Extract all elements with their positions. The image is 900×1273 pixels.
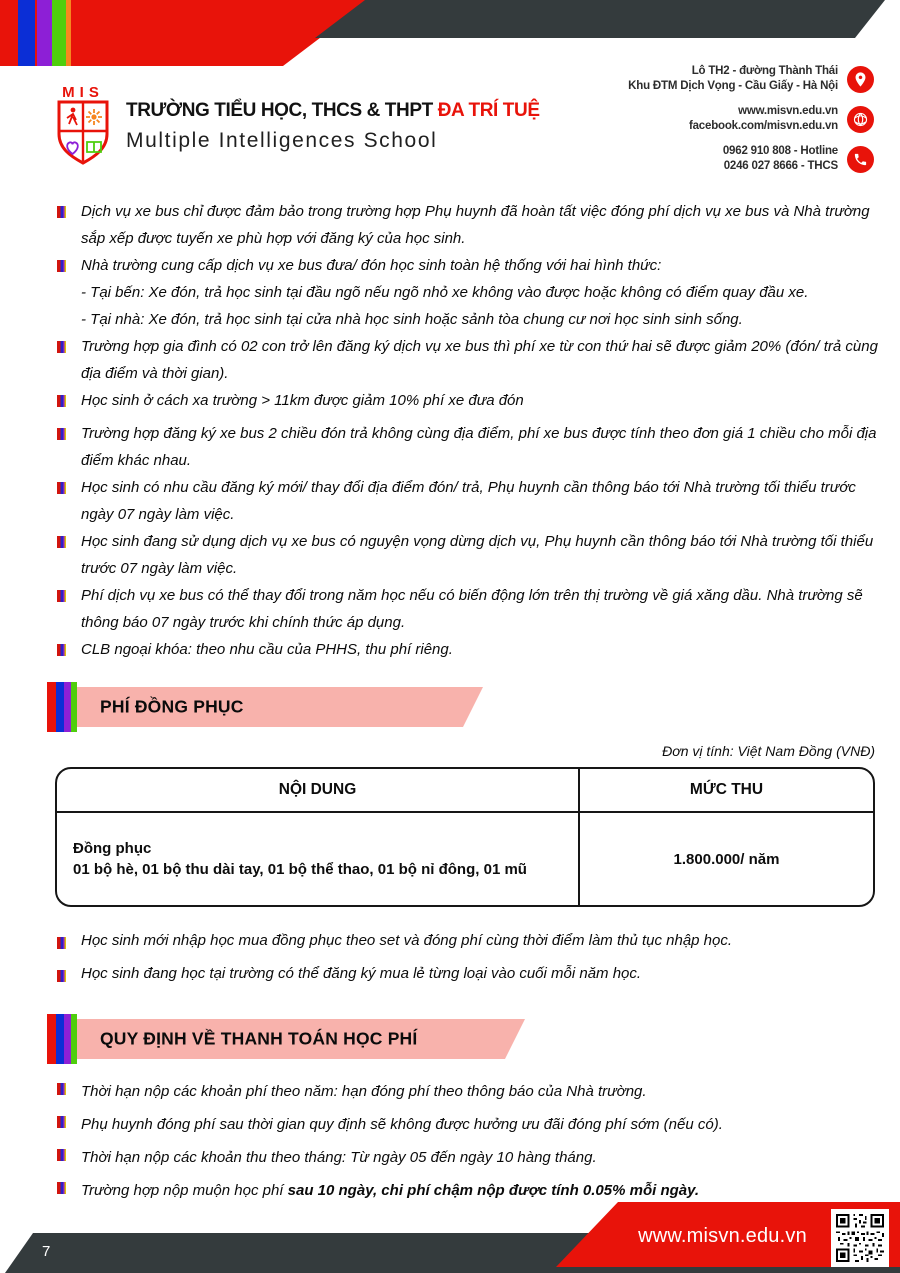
column-header-content: NỘI DUNG bbox=[278, 781, 357, 798]
phone-line-2: 0246 027 8666 - THCS bbox=[723, 160, 838, 172]
website-link[interactable]: www.misvn.edu.vn bbox=[738, 105, 838, 117]
bullet-icon bbox=[57, 341, 66, 353]
school-logo-shield bbox=[52, 84, 114, 168]
list-item bbox=[55, 1141, 885, 1174]
stripes-decoration bbox=[47, 1014, 77, 1064]
note-text: - Tại bến: Xe đón, trả học sinh tại đầu ngõ nếu ngõ nhỏ xe không vào được hoặc không có điểm quay đầu xe. bbox=[81, 284, 809, 301]
bullet-icon bbox=[57, 482, 66, 494]
item-detail: 01 bộ hè, 01 bộ thu dài tay, 01 bộ thể thao, 01 bộ nỉ đông, 01 mũ bbox=[73, 861, 527, 878]
list-item bbox=[55, 333, 885, 387]
note-text: Trường hợp đăng ký xe bus 2 chiều đón trả không cùng địa điểm, phí xe bus được tính theo đơn giá 1 chiều cho mỗi địa điểm khác nhau. bbox=[81, 425, 877, 469]
note-text: Thời hạn nộp các khoản thu theo tháng: Từ ngày 05 đến ngày 10 hàng tháng. bbox=[81, 1149, 597, 1166]
contact-block bbox=[628, 64, 874, 174]
contact-phone bbox=[723, 144, 874, 174]
school-name-english: Multiple Intelligences School bbox=[126, 128, 438, 152]
school-name-black: TRƯỜNG TIỂU HỌC, THCS & THPT bbox=[126, 99, 438, 121]
list-item bbox=[55, 420, 885, 474]
bullet-icon bbox=[57, 644, 66, 656]
column-header-fee: MỨC THU bbox=[578, 769, 873, 811]
list-item bbox=[55, 636, 885, 663]
list-item bbox=[55, 1108, 885, 1141]
qr-code-pattern bbox=[836, 1214, 884, 1262]
phone-text bbox=[723, 144, 838, 174]
section-header-payment-rules bbox=[53, 1019, 525, 1059]
note-text: Học sinh mới nhập học mua đồng phục theo set và đóng phí cùng thời điểm làm thủ tục nhập học. bbox=[81, 932, 733, 949]
list-item bbox=[55, 929, 885, 952]
fee-value: 1.800.000/ năm bbox=[673, 850, 780, 868]
bus-service-notes bbox=[55, 198, 885, 663]
address-line-2: Khu ĐTM Dịch Vọng - Cầu Giấy - Hà Nội bbox=[628, 80, 838, 92]
bullet-icon bbox=[57, 1182, 66, 1194]
note-text: - Tại nhà: Xe đón, trả học sinh tại cửa nhà học sinh hoặc sảnh tòa chung cư nơi học sinh sinh sống. bbox=[81, 311, 743, 328]
stripe-decoration-blue bbox=[18, 0, 35, 66]
note-text: Phí dịch vụ xe bus có thể thay đổi trong năm học nếu có biến động lớn trên thị trường về giá xăng dầu. Nhà trường sẽ thông báo 07 ngày trước khi chính thức áp dụng. bbox=[81, 587, 863, 631]
header-charcoal-banner bbox=[315, 0, 890, 38]
list-item bbox=[55, 582, 885, 636]
table-cell-fee bbox=[578, 813, 873, 905]
logo-acronym: MIS bbox=[62, 84, 104, 101]
section-header-uniform-fees bbox=[53, 687, 483, 727]
school-name-red: ĐA TRÍ TUỆ bbox=[437, 99, 540, 121]
school-name-vietnamese bbox=[126, 100, 540, 122]
list-sub-item bbox=[55, 306, 885, 333]
page-content bbox=[55, 198, 885, 1207]
note-text: Học sinh ở cách xa trường > 11km được giảm 10% phí xe đưa đón bbox=[81, 392, 524, 409]
section-title: PHÍ ĐỒNG PHỤC bbox=[100, 696, 244, 717]
table-cell-item bbox=[57, 813, 578, 905]
currency-unit-note: Đơn vị tính: Việt Nam Đồng (VNĐ) bbox=[662, 743, 875, 759]
note-text: Học sinh đang sử dụng dịch vụ xe bus có nguyện vọng dừng dịch vụ, Phụ huynh cần thông báo tới Nhà trường tối thiểu trước 07 ngày làm việc. bbox=[81, 533, 874, 577]
bullet-icon bbox=[57, 937, 66, 949]
table-row bbox=[57, 813, 873, 905]
list-item bbox=[55, 474, 885, 528]
school-brand bbox=[52, 84, 540, 168]
facebook-link[interactable]: facebook.com/misvn.edu.vn bbox=[688, 120, 838, 132]
contact-address bbox=[628, 64, 874, 94]
section-title: QUY ĐỊNH VỀ THANH TOÁN HỌC PHÍ bbox=[100, 1028, 418, 1049]
bullet-icon bbox=[57, 1149, 66, 1161]
bullet-icon bbox=[57, 206, 66, 218]
list-item bbox=[55, 962, 885, 985]
address-text bbox=[628, 64, 838, 94]
item-title: Đồng phục bbox=[73, 840, 152, 857]
school-name-block bbox=[126, 100, 540, 153]
stripe-decoration-green bbox=[52, 0, 66, 66]
bullet-icon bbox=[57, 536, 66, 548]
uniform-notes bbox=[55, 929, 885, 985]
bullet-icon bbox=[57, 395, 66, 407]
qr-code[interactable] bbox=[831, 1209, 889, 1267]
bullet-icon bbox=[57, 428, 66, 440]
note-text-normal: Trường hợp nộp muộn học phí bbox=[81, 1182, 288, 1199]
note-text: Học sinh đang học tại trường có thể đăng ký mua lẻ từng loại vào cuối mỗi năm học. bbox=[81, 965, 642, 982]
contact-web bbox=[689, 104, 874, 134]
bullet-icon bbox=[57, 1116, 66, 1128]
payment-notes bbox=[55, 1075, 885, 1207]
list-item bbox=[55, 252, 885, 279]
bullet-icon bbox=[57, 1083, 66, 1095]
note-text-bold: sau 10 ngày, chi phí chậm nộp được tính 0.05% mỗi ngày. bbox=[287, 1182, 700, 1199]
bullet-icon bbox=[57, 260, 66, 272]
stripes-decoration bbox=[47, 682, 77, 732]
phone-icon bbox=[847, 146, 874, 173]
note-text: Trường hợp gia đình có 02 con trở lên đăng ký dịch vụ xe bus thì phí xe từ con thứ hai sẽ được giảm 20% (đón/ trả cùng địa điểm và thời gian). bbox=[81, 338, 878, 382]
note-text: Dịch vụ xe bus chỉ được đảm bảo trong trường hợp Phụ huynh đã hoàn tất việc đóng phí dịch vụ xe bus và Nhà trường sắp xếp được tuyến xe phù hợp với đăng ký của học sinh. bbox=[81, 203, 870, 247]
note-text: CLB ngoại khóa: theo nhu cầu của PHHS, thu phí riêng. bbox=[81, 641, 453, 658]
uniform-fee-table bbox=[55, 767, 875, 907]
note-text: Nhà trường cung cấp dịch vụ xe bus đưa/ đón học sinh toàn hệ thống với hai hình thức: bbox=[81, 257, 662, 274]
phone-line-1: 0962 910 808 - Hotline bbox=[722, 145, 838, 157]
location-pin-icon bbox=[847, 66, 874, 93]
list-item bbox=[55, 198, 885, 252]
footer-website-link[interactable]: www.misvn.edu.vn bbox=[638, 1225, 807, 1247]
note-text: Thời hạn nộp các khoản phí theo năm: hạn đóng phí theo thông báo của Nhà trường. bbox=[81, 1083, 647, 1100]
stripe-decoration-orange bbox=[66, 0, 71, 66]
list-sub-item bbox=[55, 279, 885, 306]
list-item bbox=[55, 387, 885, 414]
note-text bbox=[81, 1182, 699, 1199]
note-text: Học sinh có nhu cầu đăng ký mới/ thay đổi địa điểm đón/ trả, Phụ huynh cần thông báo tới Nhà trường tối thiểu trước ngày 07 ngày làm việc. bbox=[81, 479, 856, 523]
list-item bbox=[55, 1075, 885, 1108]
page-number: 7 bbox=[42, 1243, 51, 1260]
stripe-decoration-purple bbox=[37, 0, 52, 66]
web-text bbox=[689, 104, 838, 134]
globe-icon bbox=[847, 106, 874, 133]
table-header-row bbox=[57, 769, 873, 813]
bullet-icon bbox=[57, 970, 66, 982]
list-item bbox=[55, 528, 885, 582]
address-line-1: Lô TH2 - đường Thành Thái bbox=[691, 65, 838, 77]
bullet-icon bbox=[57, 590, 66, 602]
note-text: Phụ huynh đóng phí sau thời gian quy định sẽ không được hưởng ưu đãi đóng phí sớm (nếu có). bbox=[81, 1116, 723, 1133]
